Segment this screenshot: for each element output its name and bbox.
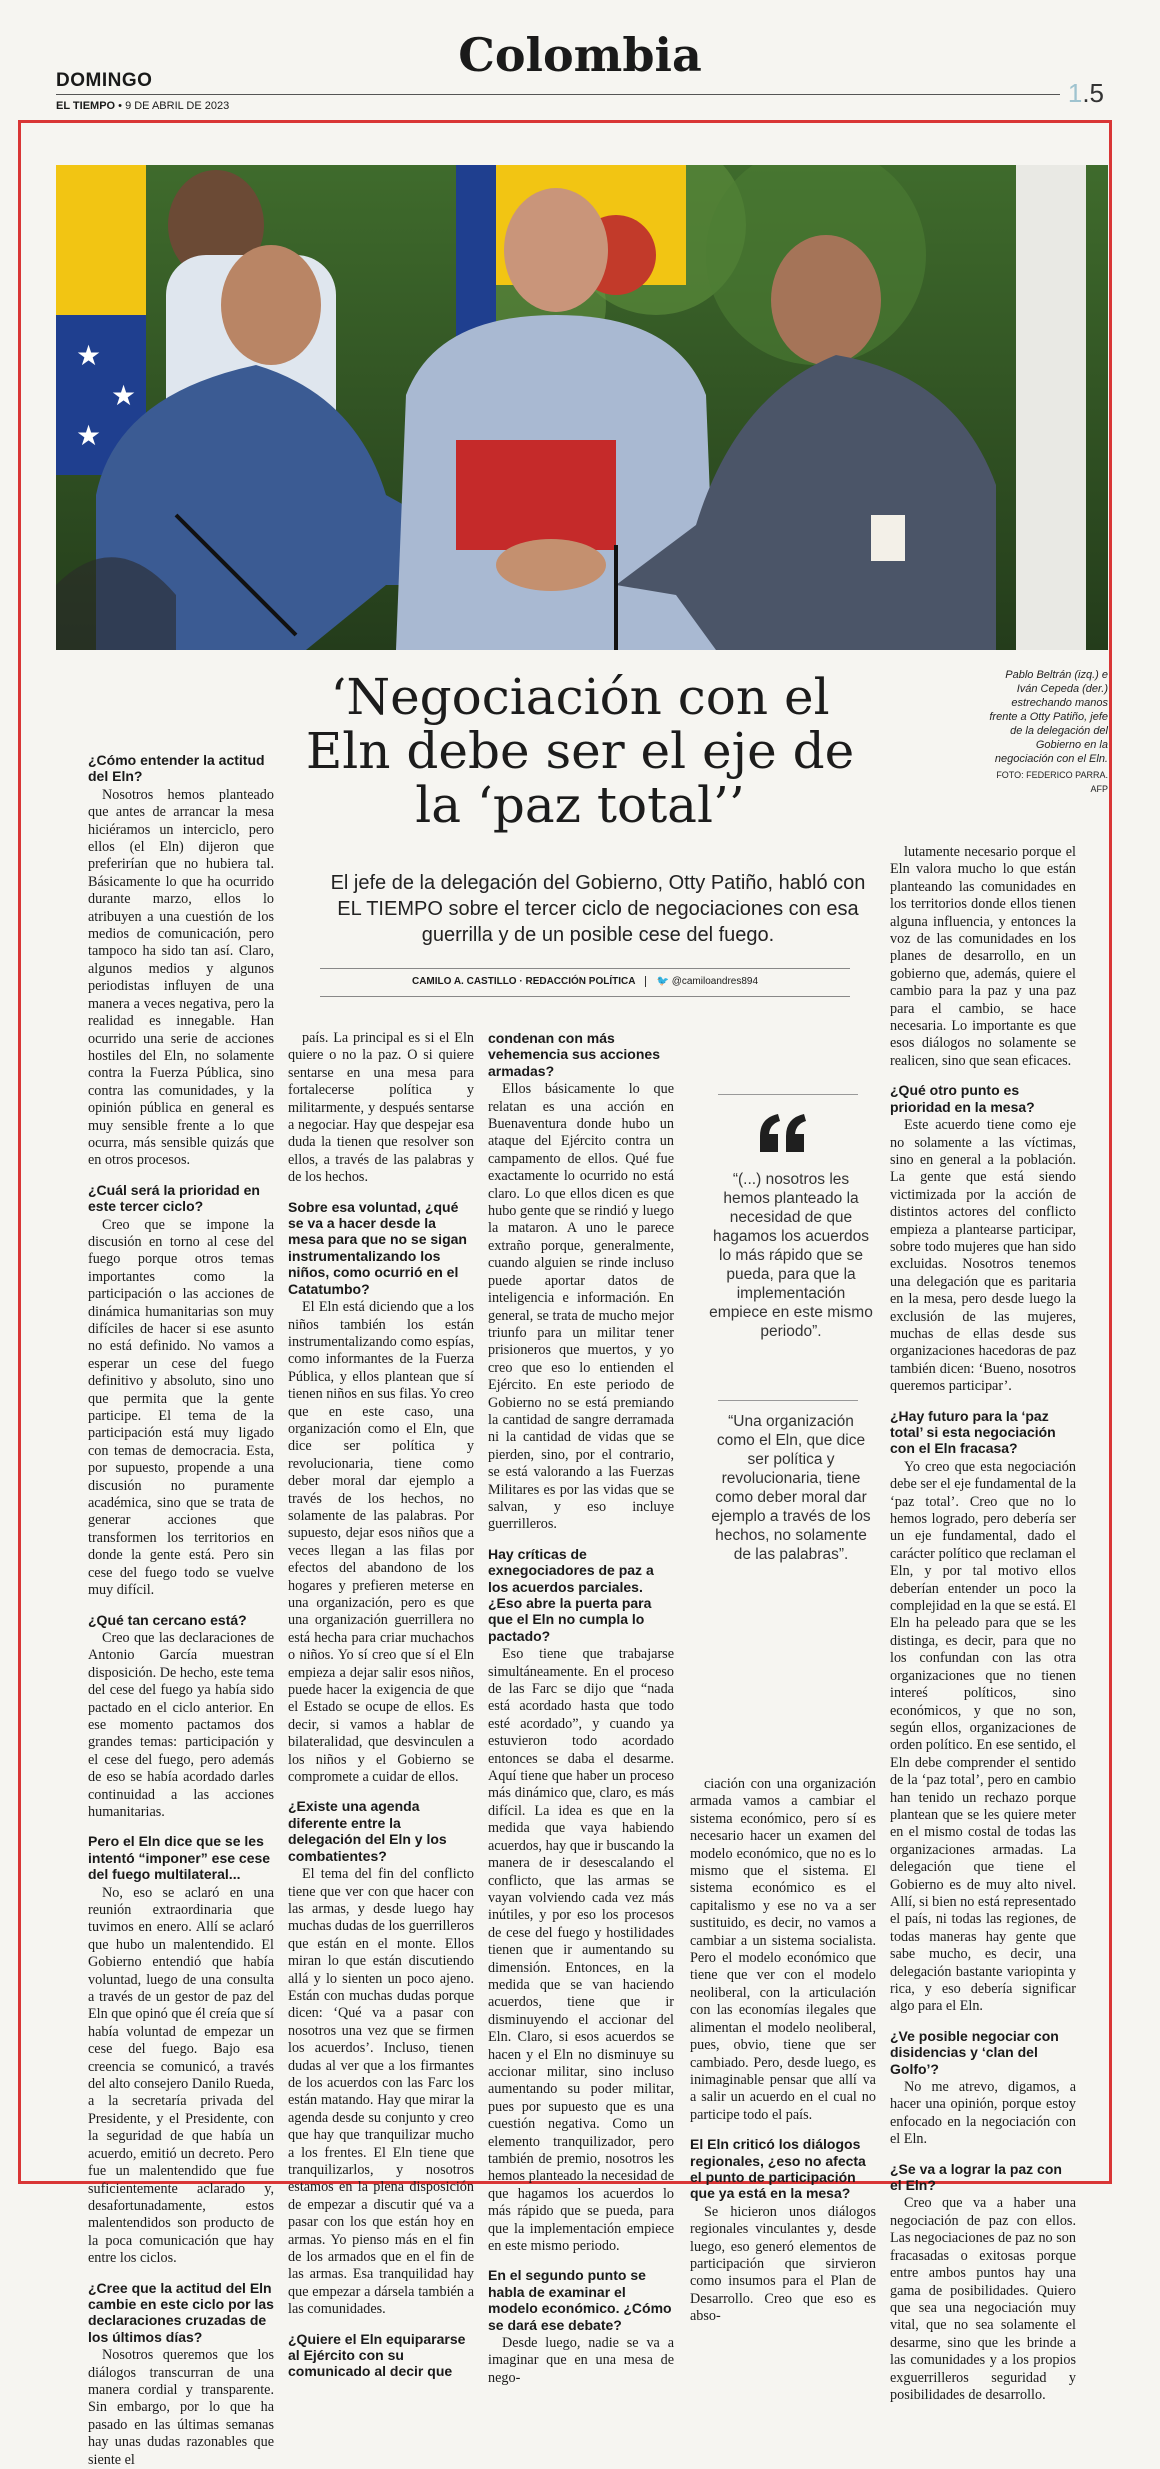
question-heading: En el segundo punto se habla de examinar el modelo económico. ¿Cómo se dará ese debate? <box>488 2267 672 2333</box>
question-heading: ¿Quiere el Eln equipararse al Ejército con su comunicado al decir que <box>288 2330 466 2380</box>
answer-paragraph: Este acuerdo tiene como eje no solamente a las víctimas, sino en general a la población. La gente que está siendo victimizada por la acción de distintos actores del conflicto empieza a plantearse participar, sobre todo mujeres que han sido excluidas. Nosotros tenemos una delegación que es paritaria en la mesa, pero desde luego la exclusión de las mujeres, muchas de ellas desde sus organizaciones hacedoras de paz también dicen: ‘Bueno, nosotros queremos participar’. <box>890 1117 1076 1395</box>
question-heading: Pero el Eln dice que se les intentó “imponer” ese cese del fuego multilateral... <box>88 1833 271 1883</box>
question-heading: ¿Hay futuro para la ‘paz total’ si esta negociación con el Eln fracasa? <box>890 1407 1056 1457</box>
photo-caption: Pablo Beltrán (izq.) e Iván Cepeda (der.) estrechando manos frente a Otty Patiño, jefe de la delegación del Gobierno en la negociación con el Eln. FOTO: FEDERICO PARRA. AFP <box>982 668 1108 796</box>
question-heading: Hay críticas de exnegociadores de paz a los acuerdos parciales. ¿Eso abre la puerta para que el Eln no cumpla lo pactado? <box>488 1545 654 1644</box>
column-2 <box>288 1030 474 2382</box>
question-heading: Sobre esa voluntad, ¿qué se va a hacer desde la mesa para que no se sigan instrumentalizando los niños, como ocurrió en el Catatumbo? <box>288 1198 467 1297</box>
column-3 <box>488 1030 674 2387</box>
svg-text:★: ★ <box>76 339 102 372</box>
photo-credit: FOTO: FEDERICO PARRA. AFP <box>996 770 1108 794</box>
byline-rule-bottom <box>320 996 850 997</box>
answer-paragraph: El tema del fin del conflicto tiene que ver con que hacer con las armas, y desde luego hay muchas dudas de los guerrilleros que están en el monte. Ellos miran lo que están discutiendo allá y lo sienten un poco ajeno. Están con muchas dudas porque dicen: ‘Qué va a pasar con nosotros una vez que se firmen los acuerdos’. Incluso, tienen dudas al ver que a los firmantes de los acuerdos con las Farc los están matando. Hay que mirar la agenda desde su conjunto y creo que hay que tranquilizar mucho a los frentes. El Eln tiene que tranquilizarlos, y nosotros estamos en la plena disposición de empezar a discutir qué va a pasar con los que están hoy en armas. Yo pienso más en el fin de los armados que en el fin de las armas. Esa tranquilidad hay que empezar a dársela también a las comunidades. <box>288 1866 474 2318</box>
twitter-handle[interactable]: 🐦 @camiloandres894 <box>656 976 759 987</box>
byline <box>320 976 850 987</box>
headline: ‘Negociación con el Eln debe ser el eje de la ‘paz total’’ <box>305 668 855 834</box>
answer-paragraph: Creo que va a haber una negociación de paz con ellos. Las negociaciones de paz no son fracasadas o exitosas porque entre ambos puntos hay una gama de posibilidades. Quiero que sea una negociación muy vital, que no sea solamente el desarme, sino que les brinde a las comunidades y a los propios exguerrilleros seguridad y posibilidades de desarrollo. <box>890 2195 1076 2403</box>
pullquote-1: “(...) nosotros les hemos planteado la necesidad de que hagamos los acuerdos lo más rápido que se pueda, para que la implementación empiece en este mismo periodo”. <box>709 1171 873 1340</box>
page-number: 1.5 <box>1067 78 1104 108</box>
article-photo <box>56 165 1108 650</box>
day-label: DOMINGO <box>56 70 153 91</box>
answer-paragraph: Se hicieron unos diálogos regionales vinculantes y, desde luego, eso generó elementos de participación que sirvieron como insumos para el Plan de Desarrollo. Creo que eso es abso- <box>690 2203 876 2325</box>
column-4 <box>690 1776 876 2326</box>
answer-paragraph: Nosotros queremos que los diálogos transcurran de una manera cordial y transparente. Sin embargo, por lo que ha pasado en las últimas semanas hay unas dudas razonables que siente el <box>88 2347 274 2468</box>
question-heading: ¿Se va a lograr la paz con el Eln? <box>890 2160 1062 2194</box>
twitter-icon: 🐦 <box>656 976 669 987</box>
answer-paragraph: Ellos básicamente lo que relatan es una acción en Buenaventura donde hubo un ataque del Ejército contra un campamento de ellos. Qué fue exactamente lo ocurrido no está claro. Lo que ellos dicen es que hubo gente que se rindió y luego la mataron. A uno le parece extraño porque, generalmente, cuando alguien se rinde incluso puede aportar datos de inteligencia e información. En general, se trata de mucho mejor triunfo para un militar tener prisioneros que muertos, y yo creo que eso lo entienden el Ejército. En este periodo de Gobierno no se está premiando la cantidad de sangre derramada ni la cantidad de vidas que se pierden, sino, por el contrario, se está valorando a las Fuerzas Militares es por las vidas que se salvan, y eso incluye guerrilleros. <box>488 1081 674 1533</box>
question-heading: ¿Qué otro punto es prioridad en la mesa? <box>890 1082 1035 1115</box>
question-heading: ¿Existe una agenda diferente entre la delegación del Eln y los combatientes? <box>288 1798 447 1864</box>
answer-paragraph: Nosotros hemos planteado que antes de arrancar la mesa hiciéramos un interciclo, pero ellos (el Eln) dijeron que preferirían que no hubiera tal. Básicamente lo que ha ocurrido durante marzo, ellos lo atribuyen a una cuestión de los medios de comunicación, pero tampoco ha sido tan así. Claro, algunos medios y algunos periodistas influyen de una manera a veces negativa, pero la realidad es innegable. Han ocurrido una serie de acciones hostiles del Eln, no solamente contra la Fuerza Pública, sino contra las comunidades, y la opinión pública en general es muy sensible frente a lo que ocurra, más sensible quizás que en otros procesos. <box>88 786 274 1169</box>
answer-paragraph: ciación con una organización armada vamos a cambiar el sistema económico, pero sí es necesario hacer un examen del modelo económico, que no es lo mismo que el sistema. El sistema económico es el capitalismo y ese no va a ser sustituido, es decir, no vamos a cambiar a un sistema socialista. Pero el modelo económico que tiene que ver con el modelo neoliberal, con la articulación con las economías ilegales que alimentan el modelo neoliberal, pues, obvio, tiene que ser cambiado. Pero, desde luego, es inimaginable pensar que allí va a salir un acuerdo en el cual no participe todo el país. <box>690 1776 876 2123</box>
question-heading: ¿Ve posible negociar con disidencias y ‘clan del Golfo’? <box>890 2027 1059 2077</box>
answer-paragraph: El Eln está diciendo que a los niños también los están instrumentalizando como espías, como informantes de la Fuerza Pública, y ellos plantean que sí tienen niños en sus filas. Yo creo que en este caso, una organización como el Eln, que dice ser política y revolucionaria, tiene como deber moral dar ejemplo a través de los hechos, no solamente de las palabras. Por supuesto, dejar esos niños que a veces llegan a las filas por efectos del abandono de los hogares y prefieren meterse en una organización, pero es que una organización guerrillera no está hecha para criar muchachos o niños. Yo sí creo que sí el Eln empieza a dejar salir esos niños, puede hacer la exigencia de que el Estado se ocupe de ellos. Es decir, si vamos a hablar de bilateralidad, que desvinculen a los niños y el Gobierno se compromete a cuidar de ellos. <box>288 1299 474 1786</box>
pullquote-rule <box>718 1094 858 1095</box>
answer-paragraph: No me atrevo, digamos, a hacer una opinión, porque estoy enfocado en la negociación con el Eln. <box>890 2079 1076 2148</box>
pullquote-divider <box>718 1400 858 1401</box>
question-heading: ¿Cómo entender la actitud del Eln? <box>88 752 265 785</box>
question-heading: ¿Cuál será la prioridad en este tercer ciclo? <box>88 1181 260 1215</box>
dek: El jefe de la delegación del Gobierno, Otty Patiño, habló con EL TIEMPO sobre el tercer ciclo de negociaciones con esa guerrilla y de un posible cese del fuego. <box>330 872 866 946</box>
handshake-photo-illustration <box>56 165 1108 650</box>
answer-paragraph: lutamente necesario porque el Eln valora mucho lo que están planteando las comunidades en los territorios donde ellos tienen alguna influencia, y entonces la voz de las comunidades en los planes de desarrollo, en un gobierno que, además, quiere el cambio para la paz y una paz para el cambio, se hace necesaria. Lo importante es que esos diálogos no solamente se realicen, sino que sean eficaces. <box>890 844 1076 1069</box>
quote-marks-icon <box>756 1112 808 1156</box>
answer-paragraph: Creo que se impone la discusión en torno al cese del fuego porque otros temas importantes como la participación o las acciones de dinámica humanitarias son muy difíciles de hacer si ese asunto no está definido. No vamos a esperar un cese del fuego definitivo y absoluto, sino uno que permita que la gente participe. El tema de la participación está muy ligado con temas de democracia. Esta, por supuesto, propende a una discusión no puramente académica, sino que se trata de generar acciones que transformen los territorios en donde la gente está. Pero sin cese del fuego todo se vuelve muy difícil. <box>88 1216 274 1599</box>
column-5 <box>890 844 1076 2404</box>
answer-paragraph: país. La principal es si el Eln quiere o no la paz. O si quiere sentarse en una mesa para fortalecerse política y militarmente, y después sentarse a negociar. Hay que despejar esa duda la tienen que resolver son ellos, a través de las palabras y de los hechos. <box>288 1030 474 1186</box>
answer-paragraph: Creo que las declaraciones de Antonio García muestran disposición. De hecho, este tema del cese del fuego ya había sido pactado en el ciclo anterior. En ese momento pactamos dos grandes temas: participación y el cese del fuego, pero además de eso se había acordado darles continuidad a las acciones humanitarias. <box>88 1629 274 1820</box>
author: CAMILO A. CASTILLO · REDACCIÓN POLÍTICA <box>411 976 636 987</box>
issue-date: 9 DE ABRIL DE 2023 <box>125 100 230 112</box>
question-heading: ¿Cree que la actitud del Eln cambie en este ciclo por las declaraciones cruzadas de los últimos días? <box>88 2279 274 2345</box>
byline-rule-top <box>320 968 850 969</box>
svg-text:★: ★ <box>76 419 102 452</box>
answer-paragraph: Yo creo que esta negociación debe ser el eje fundamental de la ‘paz total’. Creo que no lo hemos logrado, pero debería ser un eje fundamental, dado el carácter político que reclaman el Eln, y por tal motivo ellos deberían entender un poco la complejidad en la que se está. El Eln ha peleado para que se les distinga, es decir, para que no los confundan con las otra organizaciones que no tienen intereś políticos, sino económicos, y que no son, según ellos, organizaciones de orden político. En ese sentido, el Eln debe comprender el sentido de la ‘paz total’, pero en cambio han tenido un rechazo porque plantean que se les quiere meter en el mismo costal de todas las organizaciones armadas. La delegación que tiene el Gobierno es de muy alto nivel. Allí, si bien no está representado el país, ni todas las regiones, de todas maneras hay gente que sabe mucho, es decir, una delegación bastante variopinta y rica, y eso debería significar algo para el Eln. <box>890 1458 1076 2015</box>
answer-paragraph: No, eso se aclaró en una reunión extraordinaria que tuvimos en enero. Allí se aclaró que hubo un malentendido. El Gobierno entendió que había voluntad, luego de una consulta a través de un gestor de paz del Eln que opinó que él creía que sí había voluntad de empezar un cese del fuego. Bajo esa creencia se comunicó, a través del alto consejero Danilo Rueda, a la secretaría privada del Presidente, y el Presidente, con la seguridad de que había un acuerdo, emitió un decreto. Pero fue un malentendido que fue suficientemente aclarado y, desafortunadamente, estos malentendidos son producto de la poca comunicación que hay entre los ciclos. <box>88 1884 274 2267</box>
question-heading: ¿Qué tan cercano está? <box>88 1611 247 1628</box>
pullquote-2: “Una organización como el Eln, que dice ser política y revolucionaria, tiene como deber moral dar ejemplo a través de los hechos, no solamente de las palabras”. <box>711 1413 871 1563</box>
section-title: Colombia <box>458 28 702 82</box>
issue-line: EL TIEMPO • 9 DE ABRIL DE 2023 <box>56 100 230 112</box>
question-heading: El Eln criticó los diálogos regionales, ¿eso no afecta el punto de participación que ya está en la mesa? <box>690 2136 866 2202</box>
column-1 <box>88 752 274 2469</box>
question-heading: condenan con más vehemencia sus acciones armadas? <box>488 1030 660 1079</box>
answer-paragraph: Desde luego, nadie se va a imaginar que en una mesa de nego- <box>488 2335 674 2386</box>
paper-name: EL TIEMPO <box>56 100 116 112</box>
svg-text:★: ★ <box>111 379 137 412</box>
header-rule <box>56 94 1060 95</box>
answer-paragraph: Eso tiene que trabajarse simultáneamente. En el proceso de las Farc se dijo que “nada está acordado hasta que todo esté acordado”, y cuando ya estuvieron todo acordado entonces se daba el desarme. Aquí tiene que haber un proceso más dinámico que, claro, es más difícil. La idea es que en la medida que vaya habiendo acuerdos, hay que ir buscando la manera de ir desescalando el conflicto, que las armas se vayan volviendo cada vez más inútiles, y por eso los procesos de cese del fuego y hostilidades tienen que ir aumentando su dimensión. Entonces, en la medida que se van haciendo acuerdos, tiene que ir disminuyendo el accionar del Eln. Claro, si esos acuerdos se hacen y el Eln no disminuye su accionar militar, sino incluso aumentando su poder militar, pues por supuesto que es una cuestión negativa. Como un elemento tranquilizador, pero también de premio, nosotros les hemos planteado la necesidad de que hagamos los acuerdos lo más rápido que se pueda, para que la implementación empiece en este mismo periodo. <box>488 1646 674 2255</box>
